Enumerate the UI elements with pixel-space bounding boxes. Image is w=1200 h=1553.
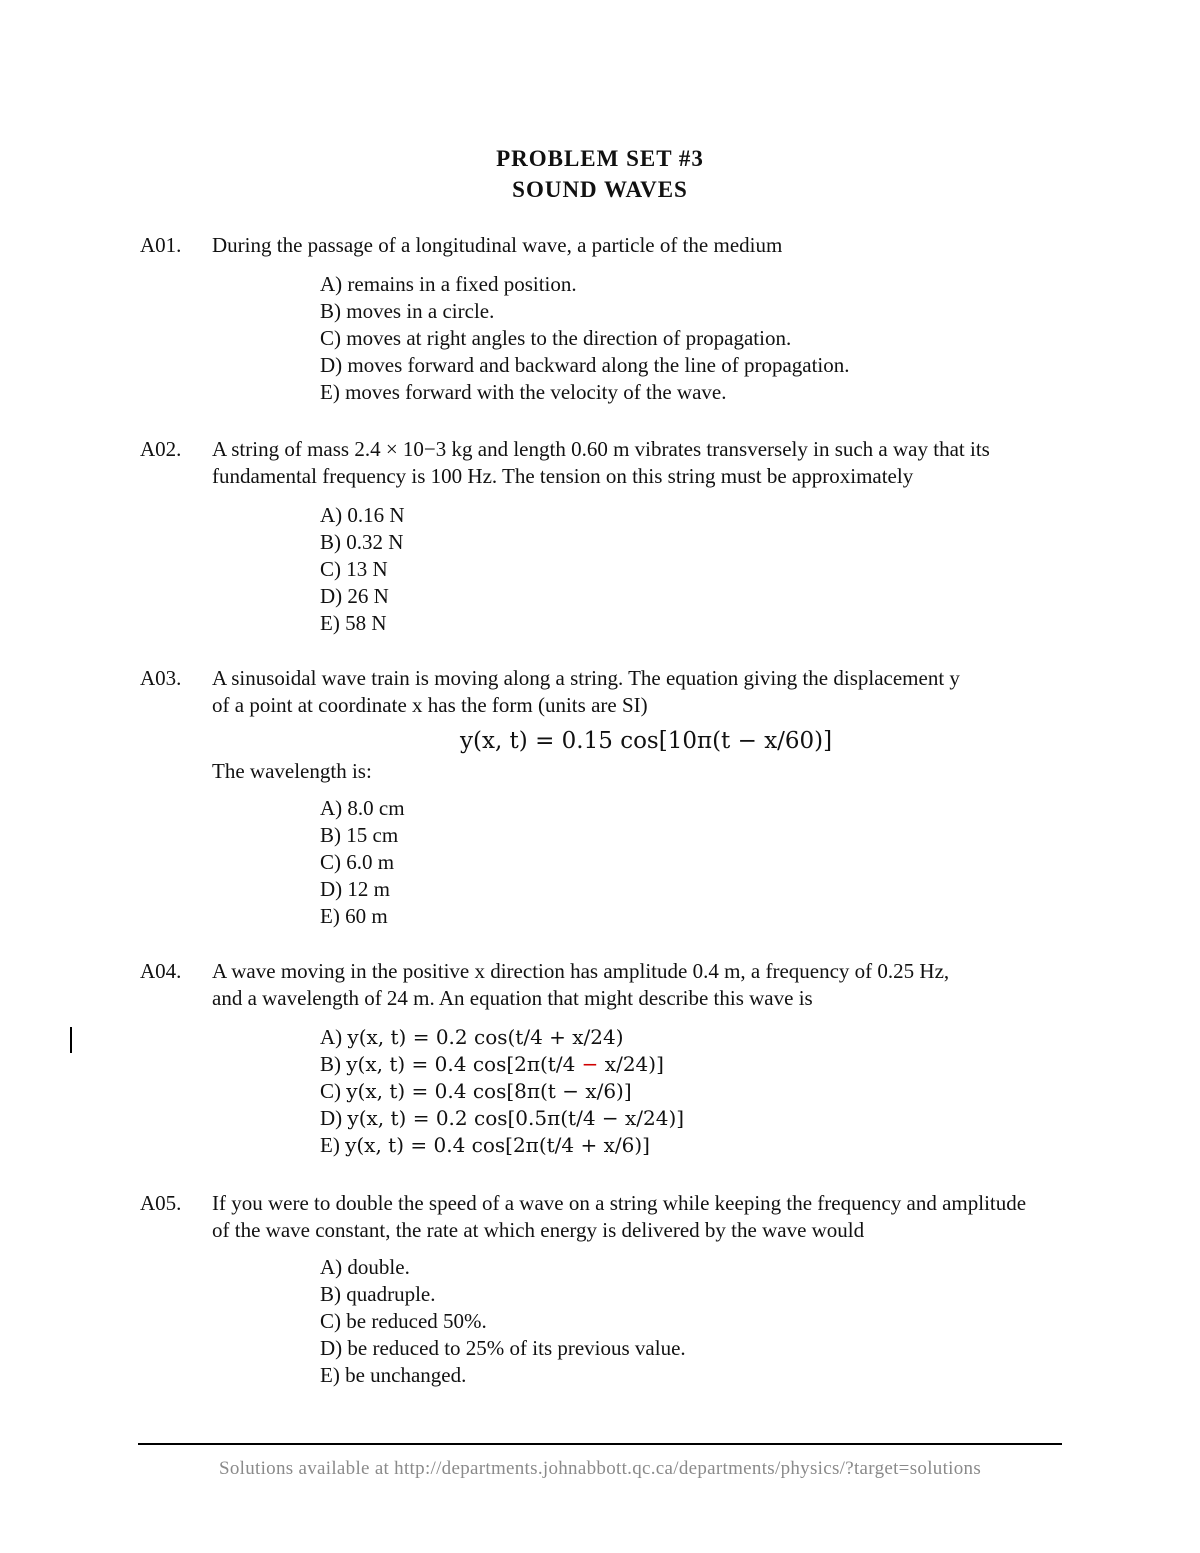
question-number: A04. bbox=[140, 959, 182, 983]
question-line: If you were to double the speed of a wave on a string while keeping the frequency and amplitude bbox=[212, 1191, 1027, 1215]
question-line: During the passage of a longitudinal wave, a particle of the medium bbox=[212, 233, 783, 257]
answer-option: E) y(x, t) = 0.4 cos[2π(t/4 + x/6)] bbox=[320, 1133, 650, 1157]
question-line: of the wave constant, the rate at which energy is delivered by the wave would bbox=[212, 1218, 865, 1242]
highlighted-minus: − bbox=[581, 1052, 599, 1076]
answer-options bbox=[320, 795, 405, 930]
question-line: A string of mass 2.4 × 10−3 kg and length 0.60 m vibrates transversely in such a way that its bbox=[212, 437, 990, 461]
answer-option: E) be unchanged. bbox=[320, 1363, 467, 1387]
answer-option: D) 12 m bbox=[320, 877, 391, 901]
answer-options bbox=[320, 271, 850, 406]
answer-option: D) be reduced to 25% of its previous value. bbox=[320, 1336, 686, 1360]
answer-option: C) moves at right angles to the direction of propagation. bbox=[320, 326, 792, 350]
question-text bbox=[212, 665, 1142, 719]
question-line: fundamental frequency is 100 Hz. The tension on this string must be approximately bbox=[212, 464, 914, 488]
page-title: PROBLEM SET #3 bbox=[496, 146, 704, 171]
answer-option: E) moves forward with the velocity of the wave. bbox=[320, 380, 727, 404]
answer-option: A) y(x, t) = 0.2 cos(t/4 + x/24) bbox=[320, 1025, 624, 1049]
question-line: A sinusoidal wave train is moving along a string. The equation giving the displacement y bbox=[212, 666, 960, 690]
footer-divider bbox=[138, 1443, 1062, 1445]
answer-option: D) 26 N bbox=[320, 584, 389, 608]
answer-option: B) 0.32 N bbox=[320, 530, 404, 554]
question-text bbox=[212, 436, 1142, 490]
question-followup: The wavelength is: bbox=[212, 759, 372, 783]
answer-option: A) 0.16 N bbox=[320, 503, 405, 527]
answer-options bbox=[320, 1024, 684, 1159]
displacement-equation: y(x, t) = 0.15 cos[10π(t − x/60)] bbox=[460, 728, 833, 754]
question-text bbox=[212, 1190, 1142, 1244]
answer-option: C) 6.0 m bbox=[320, 850, 395, 874]
answer-option: C) 13 N bbox=[320, 557, 388, 581]
answer-option: E) 58 N bbox=[320, 611, 387, 635]
answer-options bbox=[320, 1254, 686, 1389]
question-line: and a wavelength of 24 m. An equation that might describe this wave is bbox=[212, 986, 813, 1010]
question-number: A01. bbox=[140, 233, 182, 257]
answer-option: A) 8.0 cm bbox=[320, 796, 405, 820]
page-subtitle: SOUND WAVES bbox=[512, 177, 688, 202]
answer-option: A) remains in a fixed position. bbox=[320, 272, 577, 296]
answer-option: C) y(x, t) = 0.4 cos[8π(t − x/6)] bbox=[320, 1079, 632, 1103]
question-line: A wave moving in the positive x direction has amplitude 0.4 m, a frequency of 0.25 Hz, bbox=[212, 959, 950, 983]
answer-options bbox=[320, 502, 405, 637]
text-cursor bbox=[70, 1027, 72, 1053]
question-number: A05. bbox=[140, 1191, 182, 1215]
answer-option: D) moves forward and backward along the line of propagation. bbox=[320, 353, 850, 377]
answer-option: A) double. bbox=[320, 1255, 410, 1279]
question-text bbox=[212, 232, 1142, 259]
answer-option: E) 60 m bbox=[320, 904, 388, 928]
question-text bbox=[212, 958, 1142, 1012]
question-number: A03. bbox=[140, 666, 182, 690]
question-number: A02. bbox=[140, 437, 182, 461]
footer-solutions-link[interactable]: Solutions available at http://departments.johnabbott.qc.ca/departments/physics/?target=solutions bbox=[218, 1458, 982, 1479]
answer-option: B) moves in a circle. bbox=[320, 299, 495, 323]
question-line: of a point at coordinate x has the form (units are SI) bbox=[212, 693, 648, 717]
answer-option: C) be reduced 50%. bbox=[320, 1309, 487, 1333]
answer-option: B) y(x, t) = 0.4 cos[2π(t/4 − x/24)] bbox=[320, 1052, 664, 1076]
answer-option: B) 15 cm bbox=[320, 823, 399, 847]
answer-option: B) quadruple. bbox=[320, 1282, 436, 1306]
answer-option: D) y(x, t) = 0.2 cos[0.5π(t/4 − x/24)] bbox=[320, 1106, 685, 1130]
